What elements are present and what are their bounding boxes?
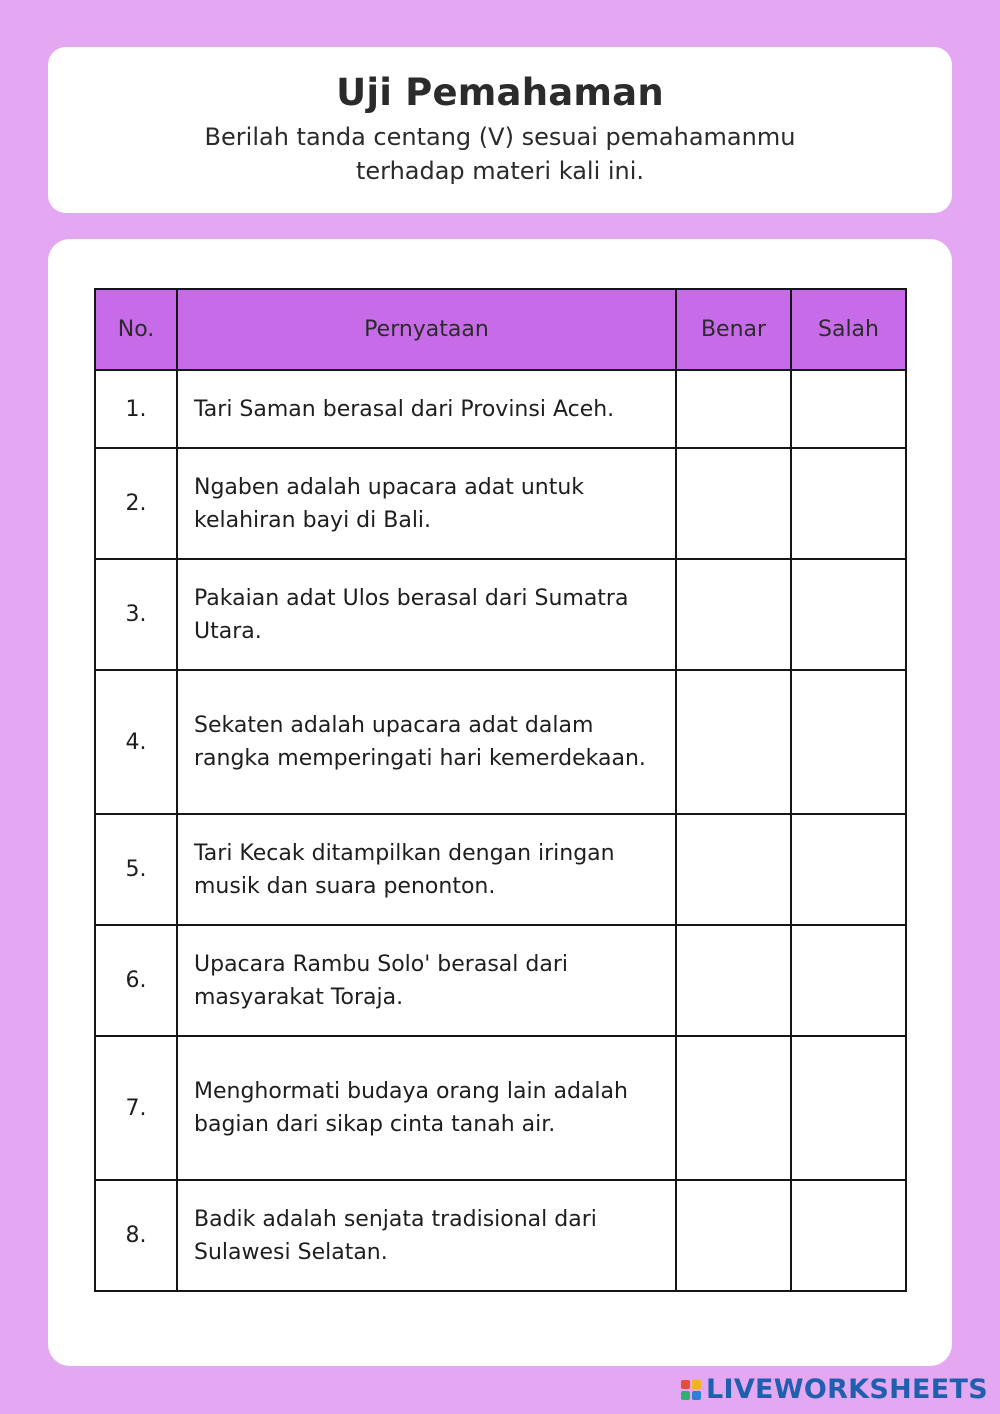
statement: Tari Kecak ditampilkan dengan iringan musik dan suara penonton.: [177, 814, 676, 925]
table-row: [95, 559, 906, 670]
salah-answer-cell[interactable]: [791, 559, 906, 670]
table-row: [95, 814, 906, 925]
page-title: Uji Pemahaman: [336, 71, 664, 114]
logo-text: LIVEWORKSHEETS: [705, 1374, 988, 1405]
benar-answer-cell[interactable]: [676, 670, 791, 814]
row-number: 3.: [95, 559, 177, 670]
statement: Sekaten adalah upacara adat dalam rangka memperingati hari kemerdekaan.: [177, 670, 676, 814]
salah-answer-cell[interactable]: [791, 925, 906, 1036]
column-header-no: No.: [95, 289, 177, 370]
statement: Menghormati budaya orang lain adalah bagian dari sikap cinta tanah air.: [177, 1036, 676, 1180]
table-header-row: [95, 289, 906, 370]
row-number: 1.: [95, 370, 177, 448]
row-number: 6.: [95, 925, 177, 1036]
logo-square-green: [681, 1391, 690, 1400]
benar-answer-cell[interactable]: [676, 814, 791, 925]
salah-answer-cell[interactable]: [791, 814, 906, 925]
row-number: 8.: [95, 1180, 177, 1291]
salah-answer-cell[interactable]: [791, 448, 906, 559]
quiz-table: [94, 288, 907, 1292]
salah-answer-cell[interactable]: [791, 370, 906, 448]
statement: Ngaben adalah upacara adat untuk kelahiran bayi di Bali.: [177, 448, 676, 559]
benar-answer-cell[interactable]: [676, 559, 791, 670]
statement: Upacara Rambu Solo' berasal dari masyarakat Toraja.: [177, 925, 676, 1036]
column-header-statement: Pernyataan: [177, 289, 676, 370]
table-row: [95, 925, 906, 1036]
salah-answer-cell[interactable]: [791, 1180, 906, 1291]
salah-answer-cell[interactable]: [791, 1036, 906, 1180]
liveworksheets-logo[interactable]: [681, 1374, 988, 1405]
column-header-salah: Salah: [791, 289, 906, 370]
statement: Badik adalah senjata tradisional dari Sulawesi Selatan.: [177, 1180, 676, 1291]
row-number: 2.: [95, 448, 177, 559]
logo-square-red: [681, 1380, 690, 1389]
header-card: [48, 47, 952, 213]
logo-square-yellow: [692, 1380, 701, 1389]
benar-answer-cell[interactable]: [676, 1180, 791, 1291]
salah-answer-cell[interactable]: [791, 670, 906, 814]
logo-square-blue: [692, 1391, 701, 1400]
table-row: [95, 1036, 906, 1180]
benar-answer-cell[interactable]: [676, 925, 791, 1036]
table-row: [95, 370, 906, 448]
column-header-benar: Benar: [676, 289, 791, 370]
row-number: 4.: [95, 670, 177, 814]
table-row: [95, 670, 906, 814]
table-card: [48, 239, 952, 1366]
benar-answer-cell[interactable]: [676, 1036, 791, 1180]
row-number: 5.: [95, 814, 177, 925]
statement: Pakaian adat Ulos berasal dari Sumatra Utara.: [177, 559, 676, 670]
row-number: 7.: [95, 1036, 177, 1180]
liveworksheets-logo-icon: [681, 1380, 701, 1400]
table-row: [95, 1180, 906, 1291]
instructions: Berilah tanda centang (V) sesuai pemahamanmu terhadap materi kali ini.: [204, 123, 796, 185]
benar-answer-cell[interactable]: [676, 370, 791, 448]
statement: Tari Saman berasal dari Provinsi Aceh.: [177, 370, 676, 448]
table-row: [95, 448, 906, 559]
benar-answer-cell[interactable]: [676, 448, 791, 559]
